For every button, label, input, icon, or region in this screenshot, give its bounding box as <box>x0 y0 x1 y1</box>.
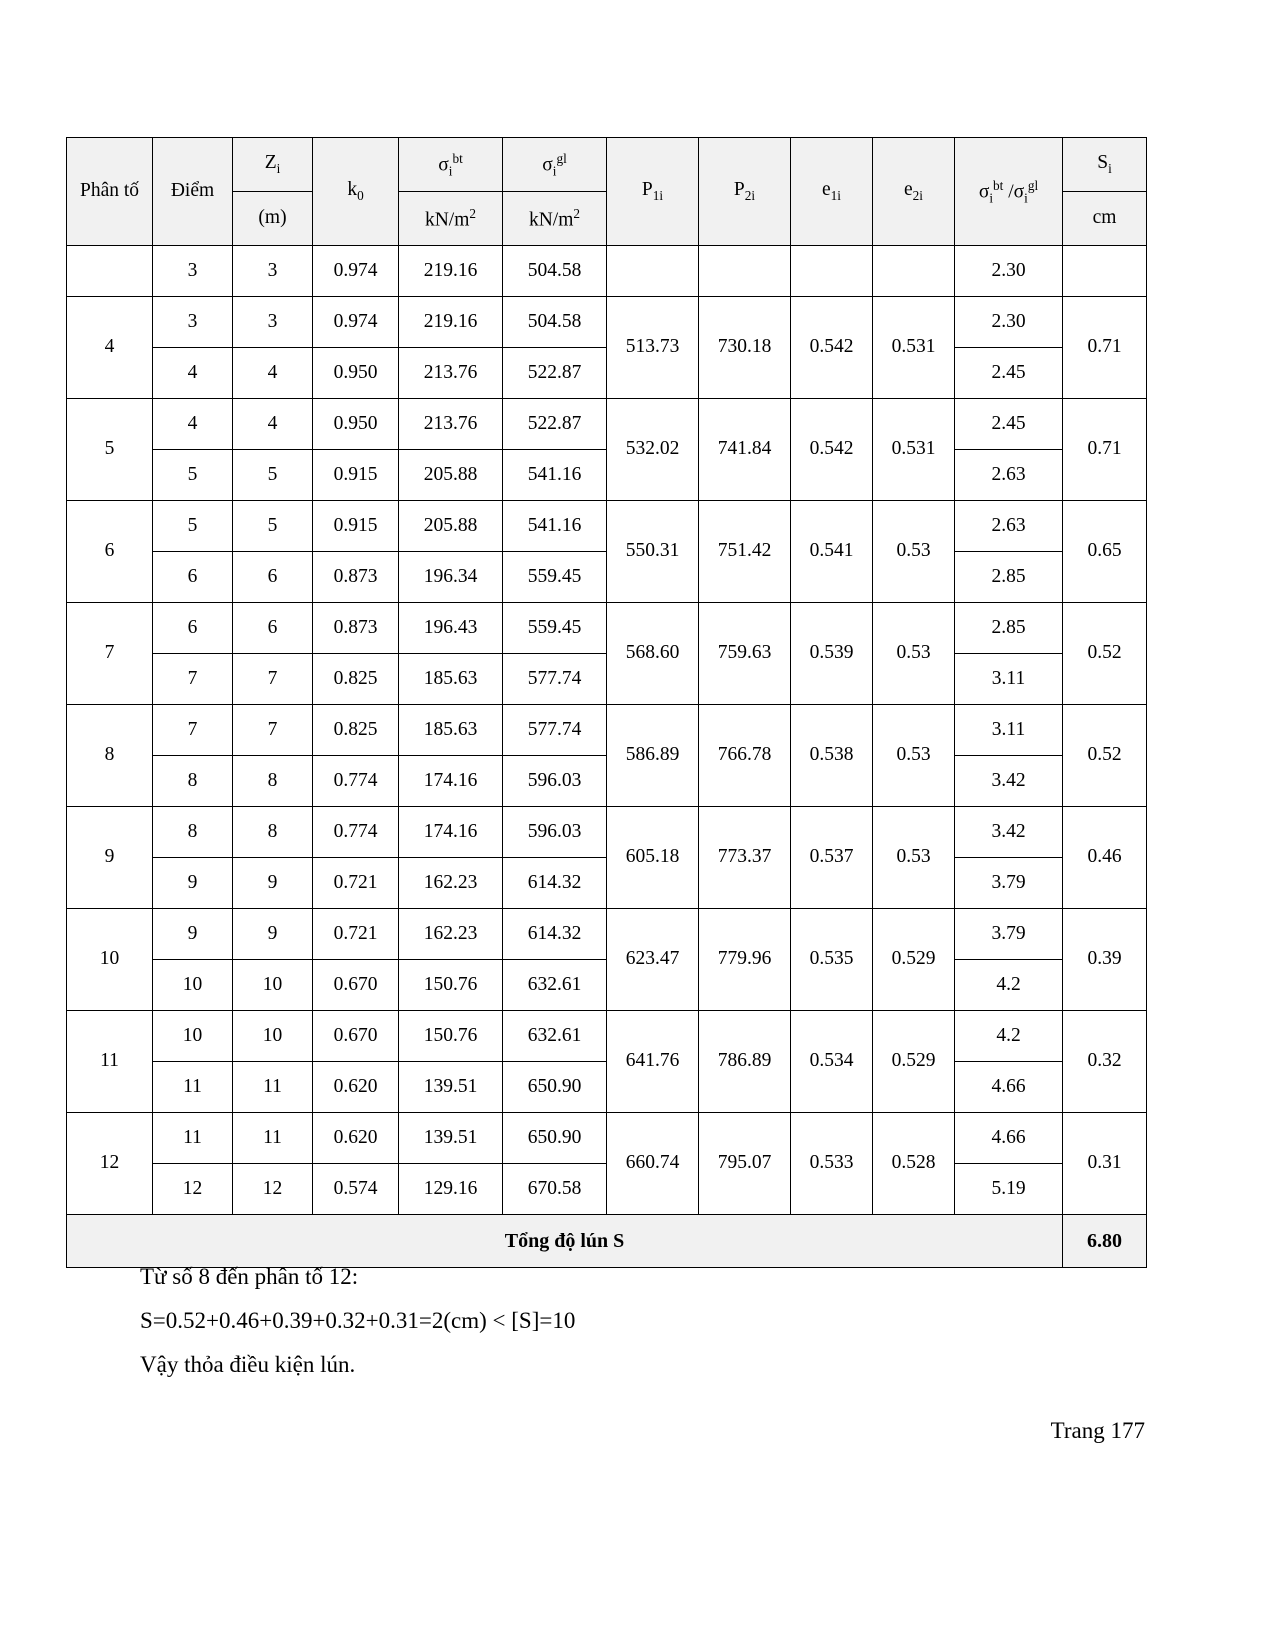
note-line-1: Từ số 8 đến phân tố 12: <box>140 1264 359 1289</box>
cell-si: 0.65 <box>1063 501 1147 603</box>
header-phan-to <box>67 138 153 246</box>
cell-sigma-ratio: 3.42 <box>955 807 1063 858</box>
cell-phan-to: 5 <box>67 399 153 501</box>
cell-sigma-ratio: 2.45 <box>955 348 1063 399</box>
table-row <box>67 807 1147 858</box>
cell-e2i: 0.53 <box>873 705 955 807</box>
cell-sigma-ratio: 2.45 <box>955 399 1063 450</box>
cell-sigma-gl: 522.87 <box>503 399 607 450</box>
cell-zi: 8 <box>233 807 313 858</box>
cell-e1i: 0.542 <box>791 297 873 399</box>
header-row-1 <box>67 138 1147 192</box>
cell-e1i: 0.535 <box>791 909 873 1011</box>
cell-k0: 0.721 <box>313 858 399 909</box>
header-e2i: $e_{2i}$ <box>873 138 955 246</box>
cell-sigma-bt: 219.16 <box>399 297 503 348</box>
cell-k0: 0.873 <box>313 552 399 603</box>
cell-sigma-bt: 185.63 <box>399 705 503 756</box>
table-row <box>67 246 1147 297</box>
header-sigma-gl: $\sigma_i^{gl}$ <box>503 138 607 192</box>
cell-e2i: 0.528 <box>873 1113 955 1215</box>
cell-sigma-gl: 632.61 <box>503 960 607 1011</box>
cell-si: 0.46 <box>1063 807 1147 909</box>
cell-p1i: 513.73 <box>607 297 699 399</box>
cell-si: 0.32 <box>1063 1011 1147 1113</box>
cell-diem: 10 <box>153 960 233 1011</box>
cell-e2i: 0.53 <box>873 501 955 603</box>
cell-sigma-gl: 522.87 <box>503 348 607 399</box>
cell-sigma-bt: 162.23 <box>399 909 503 960</box>
cell-si: 0.71 <box>1063 399 1147 501</box>
cell-e1i: 0.538 <box>791 705 873 807</box>
header-p1i: $P_{1i}$ <box>607 138 699 246</box>
cell-p1i: 532.02 <box>607 399 699 501</box>
table-row <box>67 399 1147 450</box>
cell-diem: 3 <box>153 246 233 297</box>
cell-sigma-bt: 213.76 <box>399 399 503 450</box>
header-phan-to-label: Phân tố <box>79 180 140 202</box>
cell-sigma-gl: 577.74 <box>503 705 607 756</box>
cell-phan-to: 9 <box>67 807 153 909</box>
table-header <box>67 138 1147 246</box>
cell-k0: 0.721 <box>313 909 399 960</box>
cell-sigma-gl: 577.74 <box>503 654 607 705</box>
cell-k0: 0.915 <box>313 450 399 501</box>
header-zi-unit: (m) <box>233 192 313 246</box>
cell-si: 0.52 <box>1063 603 1147 705</box>
cell-e2i: 0.53 <box>873 603 955 705</box>
settlement-table <box>66 137 1147 1268</box>
cell-sigma-ratio: 2.85 <box>955 603 1063 654</box>
cell-phan-to: 8 <box>67 705 153 807</box>
cell-zi: 10 <box>233 960 313 1011</box>
cell-sigma-ratio: 3.11 <box>955 654 1063 705</box>
cell-phan-to <box>67 246 153 297</box>
cell-sigma-bt: 150.76 <box>399 1011 503 1062</box>
cell-sigma-gl: 504.58 <box>503 297 607 348</box>
cell-si: 0.52 <box>1063 705 1147 807</box>
cell-sigma-ratio: 2.30 <box>955 246 1063 297</box>
cell-p2i: 779.96 <box>699 909 791 1011</box>
cell-diem: 8 <box>153 807 233 858</box>
cell-sigma-bt: 150.76 <box>399 960 503 1011</box>
cell-phan-to: 11 <box>67 1011 153 1113</box>
cell-diem: 7 <box>153 654 233 705</box>
cell-p2i: 795.07 <box>699 1113 791 1215</box>
cell-zi: 3 <box>233 297 313 348</box>
cell-diem: 11 <box>153 1113 233 1164</box>
cell-k0: 0.825 <box>313 705 399 756</box>
cell-si: 0.39 <box>1063 909 1147 1011</box>
cell-p2i: 759.63 <box>699 603 791 705</box>
cell-diem: 4 <box>153 399 233 450</box>
cell-diem: 9 <box>153 858 233 909</box>
total-value: 6.80 <box>1063 1215 1147 1268</box>
cell-sigma-gl: 596.03 <box>503 756 607 807</box>
cell-zi: 9 <box>233 909 313 960</box>
cell-zi: 9 <box>233 858 313 909</box>
header-sigma-bt: $\sigma_i^{bt}$ <box>399 138 503 192</box>
cell-sigma-ratio: 4.2 <box>955 960 1063 1011</box>
cell-zi: 12 <box>233 1164 313 1215</box>
header-diem-label: Điểm <box>170 180 215 202</box>
table-row <box>67 1011 1147 1062</box>
cell-sigma-gl: 670.58 <box>503 1164 607 1215</box>
page-number: Trang 177 <box>1050 1418 1145 1443</box>
cell-zi: 7 <box>233 654 313 705</box>
cell-sigma-gl: 559.45 <box>503 603 607 654</box>
cell-sigma-bt: 174.16 <box>399 807 503 858</box>
cell-p1i: 641.76 <box>607 1011 699 1113</box>
cell-sigma-ratio: 3.79 <box>955 858 1063 909</box>
cell-zi: 5 <box>233 450 313 501</box>
cell-sigma-bt: 139.51 <box>399 1062 503 1113</box>
header-sigma-gl-unit: $kN/m^2$ <box>503 192 607 246</box>
cell-phan-to: 10 <box>67 909 153 1011</box>
cell-si <box>1063 246 1147 297</box>
cell-diem: 9 <box>153 909 233 960</box>
cell-p1i <box>607 246 699 297</box>
cell-e1i: 0.541 <box>791 501 873 603</box>
cell-si: 0.71 <box>1063 297 1147 399</box>
cell-sigma-ratio: 4.66 <box>955 1062 1063 1113</box>
cell-k0: 0.873 <box>313 603 399 654</box>
cell-si: 0.31 <box>1063 1113 1147 1215</box>
cell-diem: 3 <box>153 297 233 348</box>
cell-sigma-bt: 213.76 <box>399 348 503 399</box>
cell-zi: 4 <box>233 399 313 450</box>
cell-e1i <box>791 246 873 297</box>
cell-phan-to: 12 <box>67 1113 153 1215</box>
cell-e2i: 0.529 <box>873 909 955 1011</box>
table-row <box>67 1113 1147 1164</box>
cell-zi: 6 <box>233 603 313 654</box>
cell-e1i: 0.533 <box>791 1113 873 1215</box>
header-e1i: $e_{1i}$ <box>791 138 873 246</box>
cell-k0: 0.574 <box>313 1164 399 1215</box>
cell-e2i: 0.529 <box>873 1011 955 1113</box>
cell-e1i: 0.539 <box>791 603 873 705</box>
cell-e2i: 0.531 <box>873 297 955 399</box>
cell-p2i: 786.89 <box>699 1011 791 1113</box>
cell-phan-to: 7 <box>67 603 153 705</box>
cell-p2i: 773.37 <box>699 807 791 909</box>
notes-block <box>140 1255 1040 1387</box>
cell-p2i: 730.18 <box>699 297 791 399</box>
cell-diem: 4 <box>153 348 233 399</box>
cell-diem: 10 <box>153 1011 233 1062</box>
cell-k0: 0.670 <box>313 1011 399 1062</box>
cell-e1i: 0.537 <box>791 807 873 909</box>
total-label: Tổng độ lún S <box>67 1215 1063 1268</box>
cell-p1i: 550.31 <box>607 501 699 603</box>
cell-p2i: 766.78 <box>699 705 791 807</box>
cell-k0: 0.620 <box>313 1113 399 1164</box>
cell-sigma-ratio: 2.85 <box>955 552 1063 603</box>
cell-k0: 0.950 <box>313 399 399 450</box>
note-line-2: S=0.52+0.46+0.39+0.32+0.31=2(cm) < [S]=10 <box>140 1308 576 1333</box>
cell-k0: 0.825 <box>313 654 399 705</box>
cell-sigma-bt: 219.16 <box>399 246 503 297</box>
header-zi: $Z_i$ <box>233 138 313 192</box>
cell-p2i <box>699 246 791 297</box>
cell-k0: 0.974 <box>313 246 399 297</box>
table-row <box>67 297 1147 348</box>
header-si-unit: cm <box>1063 192 1147 246</box>
cell-p1i: 568.60 <box>607 603 699 705</box>
cell-diem: 7 <box>153 705 233 756</box>
cell-sigma-ratio: 3.79 <box>955 909 1063 960</box>
cell-phan-to: 4 <box>67 297 153 399</box>
header-p2i: $P_{2i}$ <box>699 138 791 246</box>
cell-p1i: 660.74 <box>607 1113 699 1215</box>
settlement-table-container <box>66 137 1146 1268</box>
cell-p2i: 741.84 <box>699 399 791 501</box>
cell-diem: 5 <box>153 501 233 552</box>
cell-sigma-gl: 504.58 <box>503 246 607 297</box>
cell-sigma-ratio: 4.2 <box>955 1011 1063 1062</box>
cell-zi: 4 <box>233 348 313 399</box>
cell-sigma-gl: 559.45 <box>503 552 607 603</box>
cell-k0: 0.670 <box>313 960 399 1011</box>
cell-sigma-gl: 596.03 <box>503 807 607 858</box>
cell-k0: 0.774 <box>313 756 399 807</box>
cell-sigma-bt: 205.88 <box>399 450 503 501</box>
cell-e2i: 0.53 <box>873 807 955 909</box>
cell-k0: 0.620 <box>313 1062 399 1113</box>
cell-sigma-gl: 650.90 <box>503 1062 607 1113</box>
header-si: $S_i$ <box>1063 138 1147 192</box>
table-row <box>67 909 1147 960</box>
cell-diem: 6 <box>153 603 233 654</box>
cell-zi: 11 <box>233 1113 313 1164</box>
table-row <box>67 501 1147 552</box>
cell-sigma-bt: 185.63 <box>399 654 503 705</box>
cell-sigma-bt: 205.88 <box>399 501 503 552</box>
cell-sigma-bt: 196.34 <box>399 552 503 603</box>
cell-k0: 0.774 <box>313 807 399 858</box>
cell-diem: 12 <box>153 1164 233 1215</box>
cell-sigma-ratio: 2.63 <box>955 501 1063 552</box>
cell-sigma-gl: 632.61 <box>503 1011 607 1062</box>
cell-phan-to: 6 <box>67 501 153 603</box>
cell-zi: 7 <box>233 705 313 756</box>
cell-p1i: 586.89 <box>607 705 699 807</box>
cell-sigma-ratio: 5.19 <box>955 1164 1063 1215</box>
cell-sigma-ratio: 4.66 <box>955 1113 1063 1164</box>
cell-sigma-ratio: 2.30 <box>955 297 1063 348</box>
table-body <box>67 246 1147 1268</box>
cell-sigma-bt: 174.16 <box>399 756 503 807</box>
cell-diem: 11 <box>153 1062 233 1113</box>
cell-diem: 6 <box>153 552 233 603</box>
cell-diem: 5 <box>153 450 233 501</box>
cell-p1i: 605.18 <box>607 807 699 909</box>
cell-sigma-bt: 196.43 <box>399 603 503 654</box>
cell-zi: 11 <box>233 1062 313 1113</box>
cell-zi: 3 <box>233 246 313 297</box>
cell-sigma-bt: 139.51 <box>399 1113 503 1164</box>
cell-sigma-bt: 129.16 <box>399 1164 503 1215</box>
table-row <box>67 603 1147 654</box>
cell-sigma-ratio: 3.42 <box>955 756 1063 807</box>
cell-e1i: 0.534 <box>791 1011 873 1113</box>
cell-sigma-ratio: 2.63 <box>955 450 1063 501</box>
cell-p1i: 623.47 <box>607 909 699 1011</box>
cell-sigma-gl: 614.32 <box>503 858 607 909</box>
cell-e2i <box>873 246 955 297</box>
header-k0: $k_0$ <box>313 138 399 246</box>
table-row <box>67 705 1147 756</box>
cell-sigma-gl: 541.16 <box>503 450 607 501</box>
header-sigma-ratio: $\sigma_i^{bt}$ $/\sigma_i^{gl}$ <box>955 138 1063 246</box>
cell-zi: 8 <box>233 756 313 807</box>
cell-diem: 8 <box>153 756 233 807</box>
cell-p2i: 751.42 <box>699 501 791 603</box>
cell-e1i: 0.542 <box>791 399 873 501</box>
cell-zi: 10 <box>233 1011 313 1062</box>
cell-zi: 5 <box>233 501 313 552</box>
cell-k0: 0.915 <box>313 501 399 552</box>
cell-k0: 0.950 <box>313 348 399 399</box>
header-sigma-bt-unit: $kN/m^2$ <box>399 192 503 246</box>
cell-zi: 6 <box>233 552 313 603</box>
header-diem <box>153 138 233 246</box>
cell-sigma-bt: 162.23 <box>399 858 503 909</box>
cell-e2i: 0.531 <box>873 399 955 501</box>
cell-sigma-gl: 541.16 <box>503 501 607 552</box>
cell-sigma-gl: 650.90 <box>503 1113 607 1164</box>
note-line-3: Vậy thỏa điều kiện lún. <box>140 1352 356 1377</box>
cell-sigma-ratio: 3.11 <box>955 705 1063 756</box>
cell-k0: 0.974 <box>313 297 399 348</box>
cell-sigma-gl: 614.32 <box>503 909 607 960</box>
